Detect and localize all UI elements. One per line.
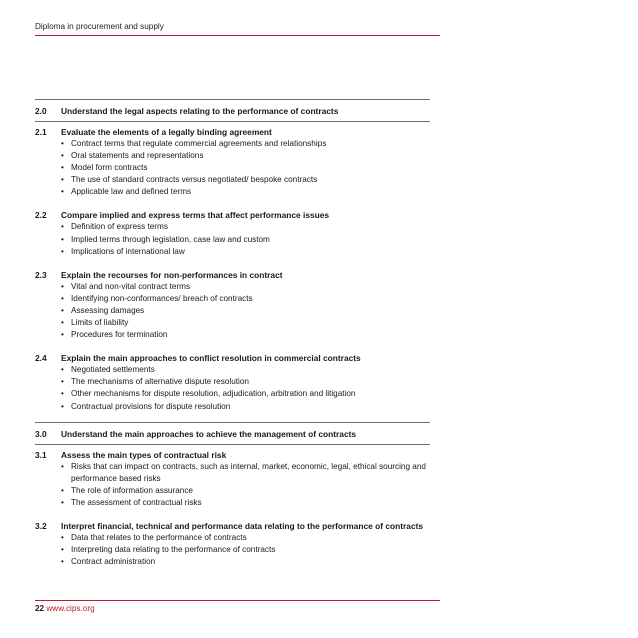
learning-outcome-heading: [35, 210, 430, 221]
learning-outcome-title: Explain the main approaches to conflict resolution in commercial contracts: [61, 353, 361, 364]
list-item-text: Interpreting data relating to the performance of contracts: [71, 545, 276, 555]
unit-number: 2.0: [35, 106, 47, 116]
learning-outcome-number: 2.3: [35, 269, 47, 280]
unit-title: Understand the main approaches to achieve the management of contracts: [61, 428, 357, 439]
list-item-text: Applicable law and defined terms: [71, 187, 192, 197]
bullet-icon: •: [61, 222, 64, 232]
section-spacer: [35, 413, 430, 422]
list-item-text: Contract terms that regulate commercial agreements and relationships: [71, 139, 327, 148]
list-item: [61, 388, 430, 400]
list-item: [61, 376, 430, 388]
list-item-text: Implied terms through legislation, case law and custom: [71, 234, 270, 244]
bullet-icon: •: [61, 187, 64, 197]
section-spacer: [35, 568, 430, 577]
bullet-icon: •: [61, 461, 64, 471]
list-item-text: Model form contracts: [71, 163, 148, 173]
unit-section: [35, 99, 430, 422]
list-item: [61, 234, 430, 246]
list-item-text: The role of information assurance: [71, 485, 193, 495]
learning-outcome: [35, 445, 430, 509]
list-item-text: Contractual provisions for dispute resolution: [71, 401, 231, 411]
list-item-text: Procedures for termination: [71, 330, 168, 340]
list-item: [61, 497, 430, 509]
list-item-text: Data that relates to the performance of contracts: [71, 532, 247, 542]
bullet-icon: •: [61, 401, 64, 411]
list-item: [61, 329, 430, 341]
page-header: [35, 22, 440, 36]
bullet-icon: •: [61, 175, 64, 185]
page-number: 22: [35, 604, 45, 613]
list-item: [61, 150, 430, 162]
website-link[interactable]: www.cips.org: [46, 604, 95, 613]
learning-outcome-number: 3.1: [35, 449, 47, 460]
bullet-icon: •: [61, 377, 64, 387]
list-item-text: Identifying non-conformances/ breach of contracts: [71, 293, 253, 303]
learning-outcome-heading: [35, 127, 430, 138]
list-item: [61, 544, 430, 556]
list-item: [61, 532, 430, 544]
bullet-icon: •: [61, 281, 64, 291]
list-item-text: The use of standard contracts versus negotiated/ bespoke contracts: [71, 175, 318, 185]
list-item: [61, 281, 430, 293]
bullet-icon: •: [61, 293, 64, 303]
page-footer: [35, 600, 440, 614]
learning-outcome-heading: [35, 450, 430, 461]
bullet-list: [35, 461, 430, 509]
learning-outcome-heading: [35, 521, 430, 532]
learning-outcome: [35, 341, 430, 412]
bullet-icon: •: [61, 497, 64, 507]
bullet-icon: •: [61, 151, 64, 161]
bullet-icon: •: [61, 139, 64, 148]
bullet-icon: •: [61, 557, 64, 567]
unit-heading: [35, 423, 430, 444]
bullet-icon: •: [61, 545, 64, 555]
bullet-icon: •: [61, 246, 64, 256]
footer-divider: [35, 600, 440, 601]
learning-outcome-title: Interpret financial, technical and performance data relating to the performance of contracts: [61, 520, 424, 531]
learning-outcome: [35, 198, 430, 257]
learning-outcome: [35, 509, 430, 568]
list-item-text: Assessing damages: [71, 305, 145, 315]
bullet-icon: •: [61, 330, 64, 340]
header-divider: [35, 35, 440, 36]
bullet-list: [35, 364, 430, 412]
learning-outcome-number: 2.4: [35, 353, 47, 364]
list-item: [61, 293, 430, 305]
list-item-text: Risks that can impact on contracts, such as internal, market, economic, legal, ethical sourcing and performance based risks: [71, 461, 426, 483]
learning-outcome-heading: [35, 270, 430, 281]
list-item-text: Contract administration: [71, 557, 156, 567]
bullet-list: [35, 138, 430, 198]
bullet-icon: •: [61, 532, 64, 542]
bullet-icon: •: [61, 485, 64, 495]
unit-number: 3.0: [35, 428, 47, 439]
list-item: [61, 364, 430, 376]
bullet-icon: •: [61, 365, 64, 375]
document-title: Diploma in procurement and supply: [35, 22, 164, 31]
bullet-icon: •: [61, 163, 64, 173]
list-item-text: The mechanisms of alternative dispute resolution: [71, 377, 249, 387]
list-item: [61, 186, 430, 198]
unit-heading: [35, 100, 430, 121]
list-item-text: The assessment of contractual risks: [71, 497, 202, 507]
list-item-text: Oral statements and representations: [71, 151, 204, 161]
list-item: [61, 246, 430, 258]
list-item: [61, 317, 430, 329]
learning-outcome-number: 2.2: [35, 210, 47, 221]
list-item-text: Limits of liability: [71, 318, 129, 328]
learning-outcome-heading: [35, 353, 430, 364]
learning-outcome-title: Compare implied and express terms that affect performance issues: [61, 210, 330, 221]
list-item: [61, 401, 430, 413]
list-item-text: Definition of express terms: [71, 222, 168, 232]
list-item: [61, 461, 430, 485]
bullet-icon: •: [61, 305, 64, 315]
bullet-list: [35, 221, 430, 257]
unit-title: Understand the legal aspects relating to the performance of contracts: [61, 106, 339, 116]
bullet-icon: •: [61, 234, 64, 244]
list-item: [61, 221, 430, 233]
list-item-text: Other mechanisms for dispute resolution, adjudication, arbitration and litigation: [71, 389, 356, 399]
bullet-list: [35, 532, 430, 568]
learning-outcome: [35, 122, 430, 198]
bullet-list: [35, 281, 430, 341]
learning-outcome-title: Explain the recourses for non-performances in contract: [61, 269, 283, 280]
bullet-icon: •: [61, 389, 64, 399]
list-item-text: Vital and non-vital contract terms: [71, 281, 191, 291]
list-item-text: Negotiated settlements: [71, 365, 155, 375]
learning-outcome-number: 2.1: [35, 127, 47, 137]
bullet-icon: •: [61, 318, 64, 328]
list-item: [61, 485, 430, 497]
learning-outcome: [35, 258, 430, 341]
list-item: [61, 305, 430, 317]
learning-outcome-number: 3.2: [35, 520, 47, 531]
syllabus-content: [35, 99, 430, 577]
list-item: [61, 138, 430, 150]
list-item: [61, 162, 430, 174]
learning-outcome-title: Evaluate the elements of a legally binding agreement: [61, 127, 272, 137]
footer-text: [35, 604, 440, 614]
list-item: [61, 556, 430, 568]
list-item-text: Implications of international law: [71, 246, 185, 256]
learning-outcome-title: Assess the main types of contractual risk: [61, 449, 227, 460]
list-item: [61, 174, 430, 186]
unit-section: [35, 422, 430, 578]
